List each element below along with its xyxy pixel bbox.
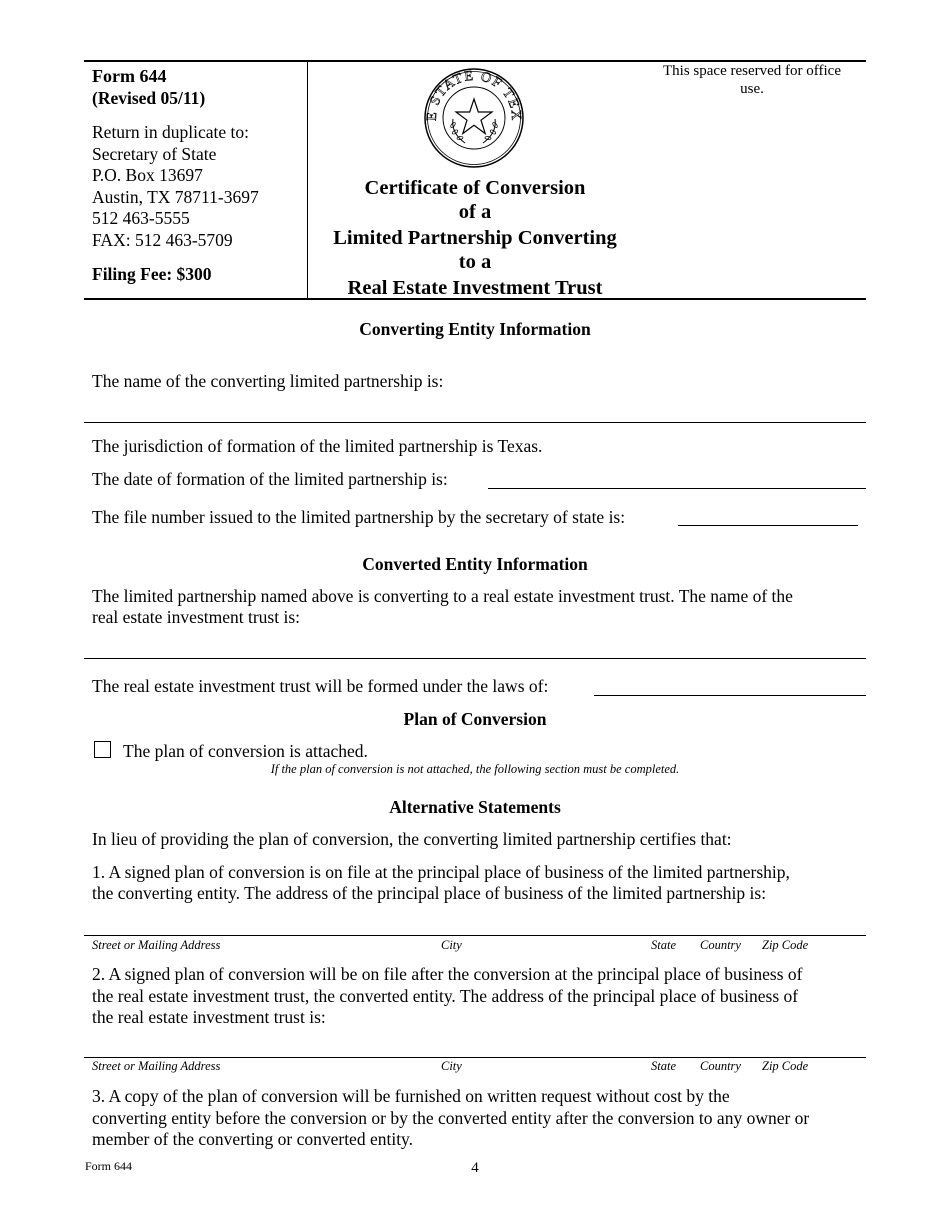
filing-fee: Filing Fee: $300 — [92, 264, 212, 284]
section-heading-plan: Plan of Conversion — [403, 709, 547, 729]
return-line: 512 463-5555 — [92, 208, 190, 228]
return-line: Secretary of State — [92, 144, 217, 164]
address-label-state: State — [651, 938, 676, 952]
office-use-note: This space reserved for office use. — [663, 63, 841, 97]
footer-form-label: Form 644 — [85, 1159, 133, 1173]
converted-name-prompt: real estate investment trust is: — [92, 607, 301, 627]
header-divider — [307, 61, 308, 299]
section-heading-converting: Converting Entity Information — [359, 319, 591, 339]
form-title-line: Real Estate Investment Trust — [347, 277, 603, 299]
file-number-field[interactable] — [678, 525, 858, 526]
alternative-intro: In lieu of providing the plan of conversion, the converting limited partnership certifies that: — [92, 829, 732, 849]
form-title-line: Limited Partnership Converting — [333, 227, 617, 249]
alternative-item-1: the converting entity. The address of the principal place of business of the limited partnership is: — [92, 883, 767, 903]
formation-laws-field[interactable] — [594, 695, 866, 696]
converting-name-prompt: The name of the converting limited partnership is: — [92, 371, 444, 391]
alternative-item-2: 2. A signed plan of conversion will be on file after the conversion at the principal place of business of — [92, 964, 803, 984]
alternative-item-2: the real estate investment trust is: — [92, 1007, 326, 1027]
converting-name-field[interactable] — [84, 394, 866, 422]
state-seal — [423, 67, 525, 169]
address-label-street: Street or Mailing Address — [92, 938, 221, 952]
address-label-city: City — [441, 938, 462, 952]
return-line: P.O. Box 13697 — [92, 165, 203, 185]
return-line: FAX: 512 463-5709 — [92, 230, 233, 250]
address-label-state: State — [651, 1059, 676, 1073]
svg-text:THE STATE OF TEXAS: E STATE OF TEX — [424, 68, 524, 122]
alternative-item-3: converting entity before the conversion or by the converted entity after the conversion to any owner or — [92, 1108, 810, 1128]
return-line: Austin, TX 78711-3697 — [92, 187, 259, 207]
address-label-city: City — [441, 1059, 462, 1073]
divider — [84, 658, 866, 659]
alternative-item-1: 1. A signed plan of conversion is on file at the principal place of business of the limited partnership, — [92, 862, 790, 882]
form-revised: (Revised 05/11) — [92, 88, 206, 108]
address-label-zip: Zip Code — [762, 1059, 809, 1073]
jurisdiction-statement: The jurisdiction of formation of the limited partnership is Texas. — [92, 436, 543, 456]
form-title-line: to a — [458, 251, 492, 273]
address-label-country: Country — [700, 1059, 741, 1073]
converted-name-prompt: The limited partnership named above is converting to a real estate investment trust. The name of the — [92, 586, 793, 606]
divider — [84, 422, 866, 423]
form-title-line: of a — [458, 201, 492, 223]
formation-laws-prompt: The real estate investment trust will be formed under the laws of: — [92, 676, 549, 696]
formation-date-prompt: The date of formation of the limited partnership is: — [92, 469, 448, 489]
form-title-line: Certificate of Conversion — [364, 177, 586, 199]
address-1-line — [84, 935, 866, 936]
address-label-country: Country — [700, 938, 741, 952]
plan-attached-label: The plan of conversion is attached. — [123, 741, 368, 761]
formation-date-field[interactable] — [488, 488, 866, 489]
address-2-field[interactable] — [84, 1030, 866, 1057]
address-label-street: Street or Mailing Address — [92, 1059, 221, 1073]
converted-name-field[interactable] — [84, 630, 866, 658]
return-line: Return in duplicate to: — [92, 122, 249, 142]
form-number: Form 644 — [92, 66, 167, 86]
address-label-zip: Zip Code — [762, 938, 809, 952]
section-heading-converted: Converted Entity Information — [362, 554, 588, 574]
section-heading-alternative: Alternative Statements — [389, 797, 561, 817]
plan-attached-checkbox[interactable] — [94, 741, 111, 758]
page-number: 4 — [471, 1160, 479, 1176]
seal-icon — [423, 67, 525, 169]
alternative-item-2: the real estate investment trust, the converted entity. The address of the principal place of business of — [92, 986, 799, 1006]
plan-note: If the plan of conversion is not attached, the following section must be completed. — [270, 762, 680, 776]
alternative-item-3: member of the converting or converted entity. — [92, 1129, 414, 1149]
address-1-field[interactable] — [84, 908, 866, 935]
alternative-item-3: 3. A copy of the plan of conversion will be furnished on written request without cost by the — [92, 1086, 730, 1106]
file-number-prompt: The file number issued to the limited partnership by the secretary of state is: — [92, 507, 626, 527]
